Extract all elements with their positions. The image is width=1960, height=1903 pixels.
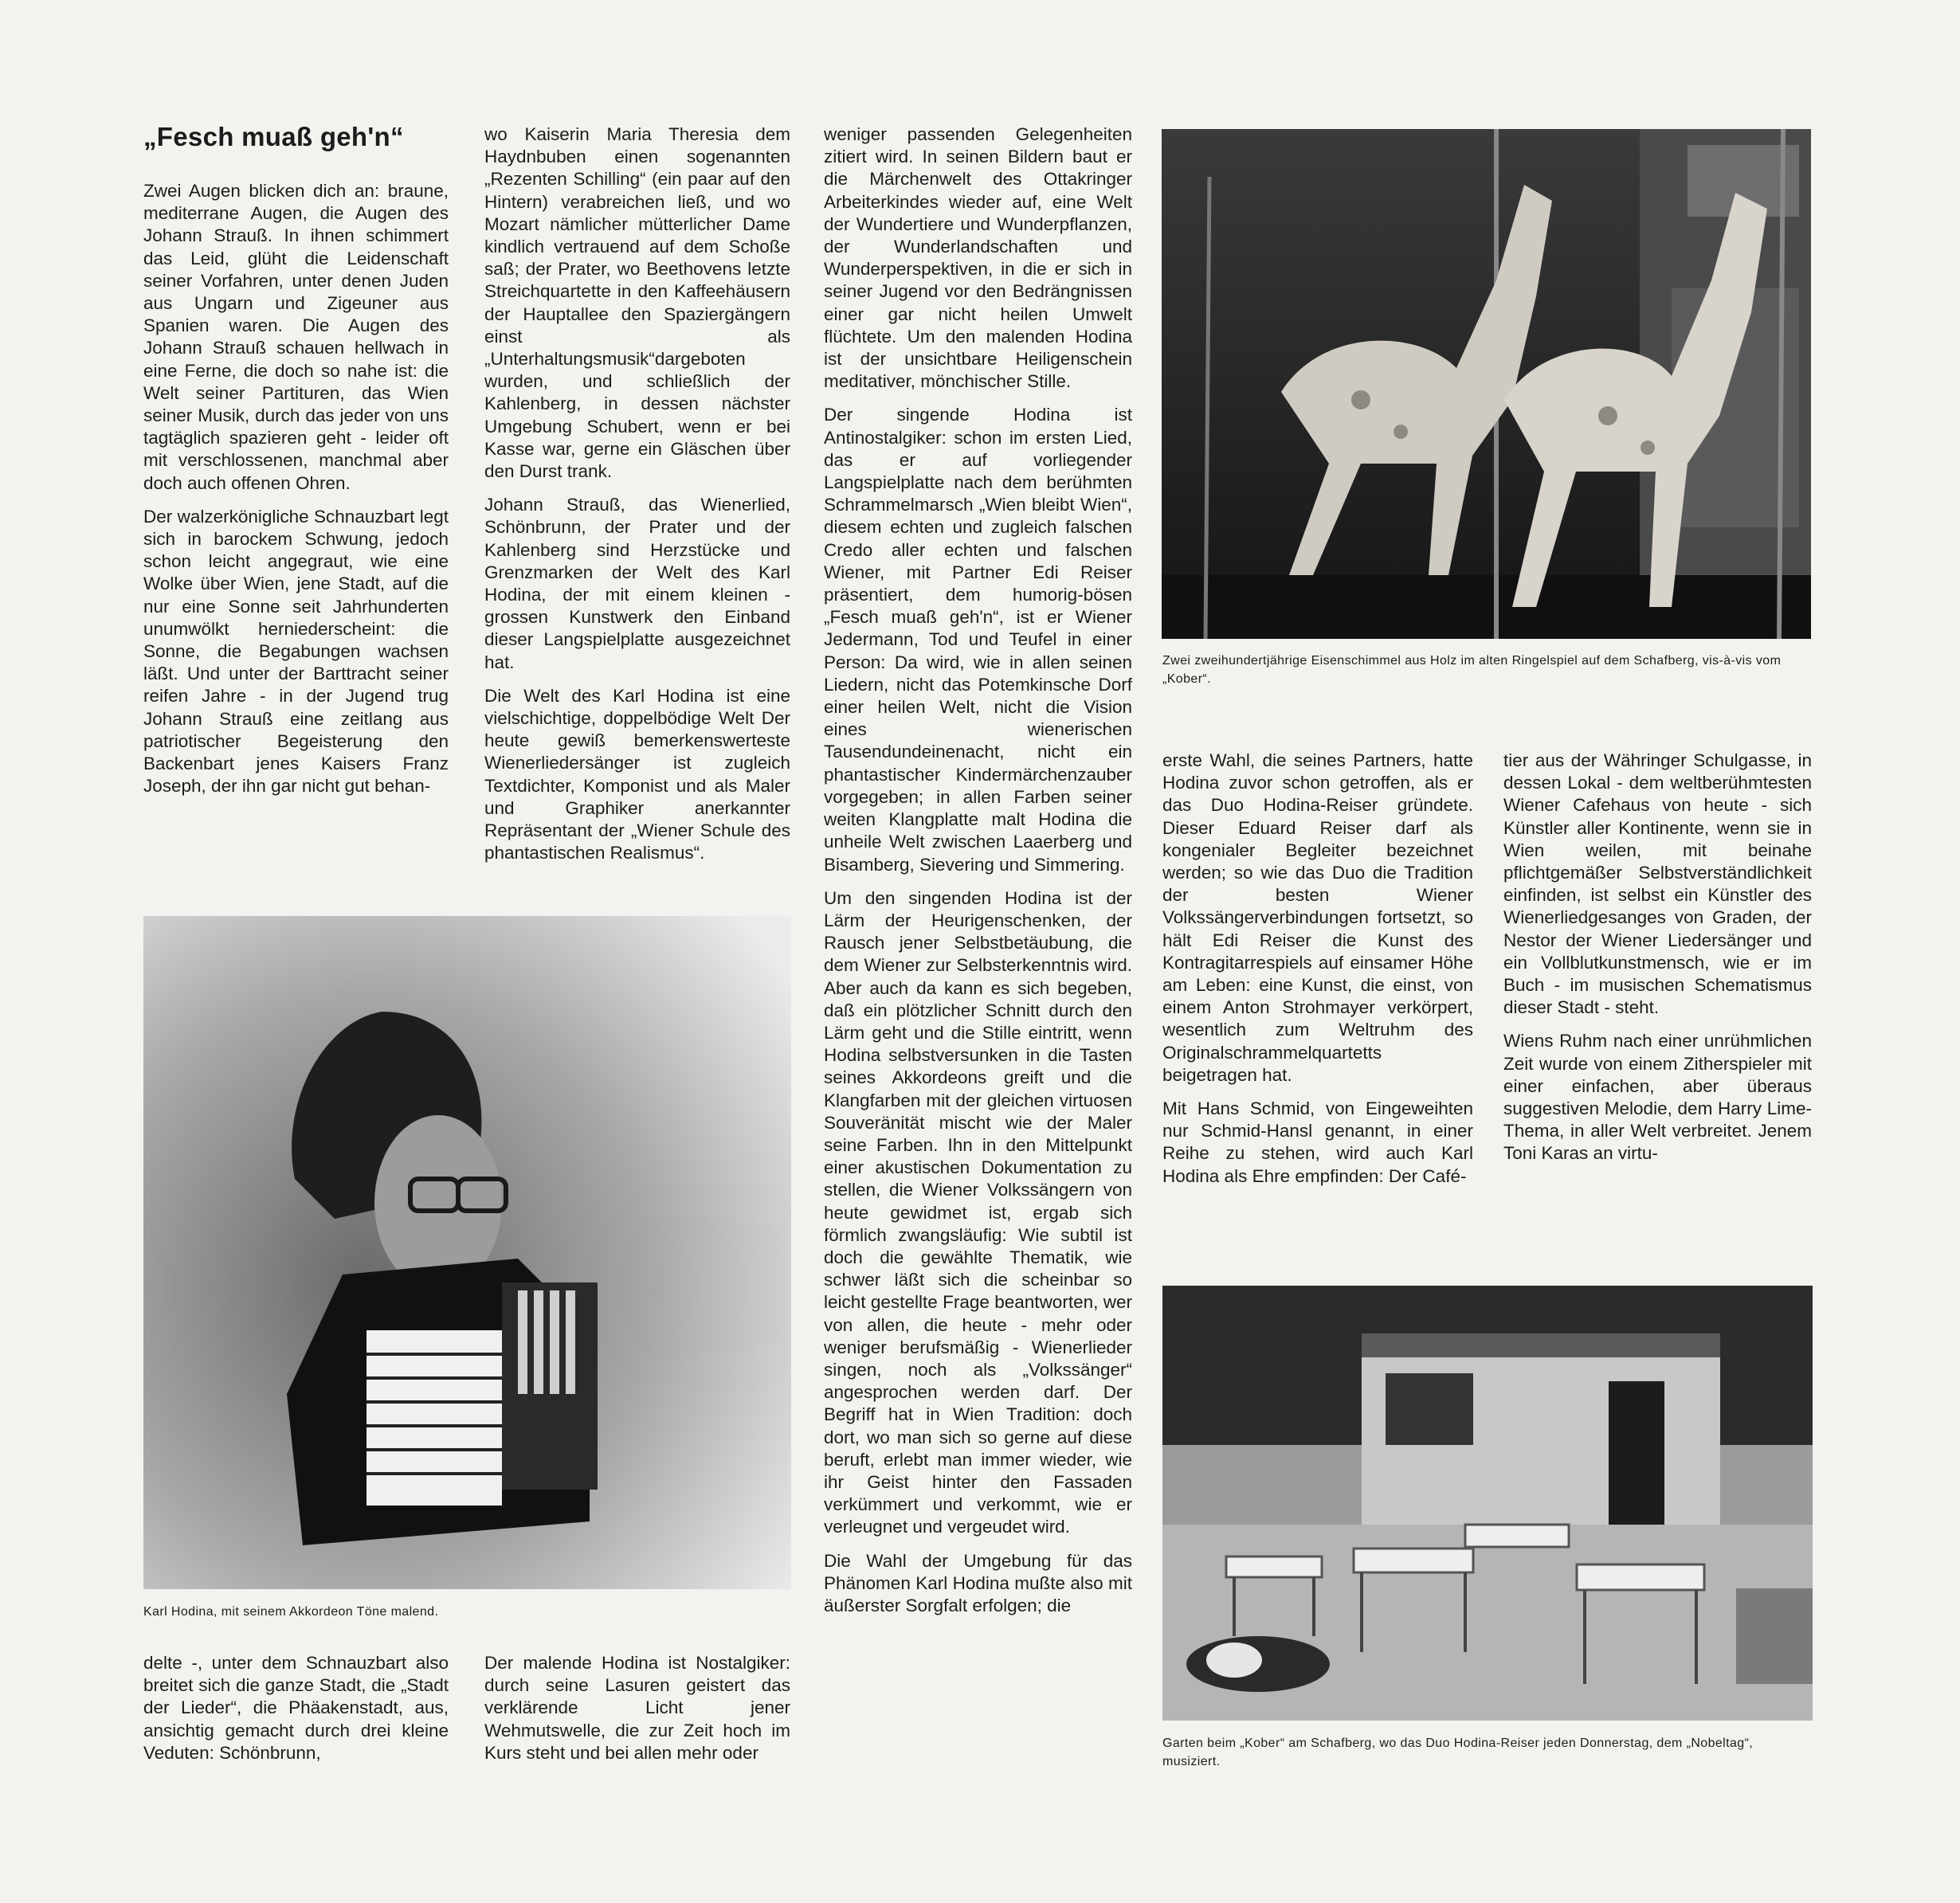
column-5 <box>1503 750 1812 1177</box>
paragraph: wo Kaiserin Maria Theresia dem Haydnbuben einen sogenannten „Rezenten Schilling“ (ein paar auf den Hintern) verabreichen ließ, und wo Mozart nämlicher mütterlicher Dame kindlich vertrauend auf dem Schoße saß; der Prater, wo Beethovens letzte Streichquartette in den Kaffeehäusern der Hauptallee den Spaziergängern einst als „Unterhaltungsmusik“dargeboten wurden, und schließlich der Kahlenberg, in dessen nächster Umgebung Schubert, wenn er bei Kasse war, gerne ein Gläschen über den Durst trank. <box>484 124 790 482</box>
garden-caption: Garten beim „Kober“ am Schafberg, wo das Duo Hodina-Reiser jeden Donnerstag, dem „Nobeltag“, musiziert. <box>1162 1737 1754 1768</box>
horses-caption: Zwei zweihundertjährige Eisenschimmel aus Holz im alten Ringelspiel auf dem Schafberg, vis-à-vis vom „Kober“. <box>1162 654 1782 686</box>
column-2-top <box>484 123 790 876</box>
paragraph: Zwei Augen blicken dich an: braune, mediterrane Augen, die Augen des Johann Strauß. In ihnen schimmert das Leid, glüht die Leidenschaft seiner Vorfahren, unter denen Juden aus Ungarn und Zigeuner aus Spanien waren. Die Augen des Johann Strauß schauen hellwach in eine Ferne, die doch so nahe ist: die Welt seiner Partituren, das Wien seiner Musik, durch das jeder von uns tagtäglich spazieren geht - leider oft mit verschlossenen, manchmal aber doch auch offenen Ohren. <box>143 181 449 493</box>
column-1-bottom <box>143 1652 449 1776</box>
column-1-top <box>143 180 449 809</box>
paragraph: delte -, unter dem Schnauzbart also breitet sich die ganze Stadt, die „Stadt der Lieder“, die Phäakenstadt, aus, ansichtig gemacht durch drei kleine Veduten: Schönbrunn, <box>143 1653 449 1763</box>
paragraph: Wiens Ruhm nach einer unrühmlichen Zeit wurde von einem Zitherspieler mit einer einfachen, aber überaus suggestiven Melodie, dem Harry Lime-Thema, in aller Welt verbreitet. Jenem Toni Karas an virtu- <box>1503 1031 1812 1164</box>
paragraph: tier aus der Währinger Schulgasse, in dessen Lokal - dem weltberühmtesten Wiener Cafehaus von heute - sich Künstler aller Kontinente, wenn sie in Wien weilen, mit beinahe pflichtgemäßer Selbstverständlichkeit einfinden, ist selbst ein Künstler des Wienerliedgesanges von Graden, der Nestor der Wiener Liedersänger und ein Vollblutkunstmensch, wie er im Buch - im musischen Schematismus dieser Stadt - steht. <box>1503 750 1812 1018</box>
paragraph: Um den singenden Hodina ist der Lärm der Heurigenschenken, der Rausch jener Selbstbetäubung, die dem Wiener zur Selbsterkenntnis wird. Aber auch da kann es sich begeben, daß ein plötzlicher Schnitt durch den Lärm geht und die Stille eintritt, wenn Hodina selbstversunken in die Tasten seines Akkordeons greift und die Klangfarben mit der gleichen virtuosen Souveränität mischt wie der Maler seine Farben. Ihn in den Mittelpunkt einer akustischen Dokumentation zu stellen, die Wiener Volkssängern von heute gewidmet ist, ergab sich förmlich zwangsläufig: Wie subtil ist doch die gewählte Thematik, wie schwer läßt sich die scheinbar so leicht gestellte Frage beantworten, wer von allen, die heute - mehr oder weniger berufsmäßig - Wienerlieder singen, noch als „Volkssänger“ angesprochen werden darf. Der Begriff hat in Wien Tradition: doch dort, wo man sich so gerne auf diese beruft, erlebt man immer wieder, wie ihr Geist hinter den Fassaden verkümmert und verkommt, wie er verleugnet und vergeudet wird. <box>824 887 1132 1537</box>
paragraph: Der singende Hodina ist Antinostalgiker: schon im ersten Lied, das er auf vorliegender Langspielplatte nach dem berühmten Schrammelmarsch „Wien bleibt Wien“, diesem echten und zugleich falschen Credo aller echten und falschen Wiener, mit Partner Edi Reiser präsentiert, dem humorig-bösen „Fesch muaß geh'n“, ist er Wiener Jedermann, Tod und Teufel in einer Person: Da wird, wie in allen seinen Liedern, nicht das Potemkinsche Dorf einer heilen Welt, nicht die Vision eines wienerischen Tausendundeinenacht, nicht ein phantastischer Kindermärchenzauber vorgegeben; in allen Farben seiner weiten Klangplatte malt Hodina die unheile Welt zwischen Laaerberg und Bisamberg, Sievering und Simmering. <box>824 405 1132 875</box>
column-3 <box>824 123 1132 1628</box>
column-4 <box>1162 750 1473 1199</box>
column-2-bottom <box>484 1652 790 1776</box>
carousel-horses-photo <box>1162 129 1811 639</box>
paragraph: Der walzerkönigliche Schnauzbart legt sich in barockem Schwung, jedoch schon leicht angegraut, wie eine Wolke über Wien, jene Stadt, auf die nur eine Sonne seit Jahrhunderten unumwölkt herniederscheint: die Sonne, die Begabungen wachsen läßt. Und unter der Barttracht seiner reifen Jahre - in der Jugend trug Johann Strauß eine zeitlang aus patriotischer Begeisterung den Backenbart jenes Kaisers Franz Joseph, der ihn gar nicht gut behan- <box>143 506 449 797</box>
paragraph: Mit Hans Schmid, von Eingeweihten nur Schmid-Hansl genannt, in einer Reihe zu stehen, wird auch Karl Hodina als Ehre empfinden: Der Café- <box>1162 1098 1473 1186</box>
kober-garden-photo <box>1162 1286 1813 1721</box>
karl-hodina-accordion-photo <box>143 916 791 1589</box>
paragraph: Die Welt des Karl Hodina ist eine vielschichtige, doppelbödige Welt Der heute gewiß bemerkenswerteste Wienerliedersänger ist zugleich Textdichter, Komponist und als Maler und Graphiker anerkannter Repräsentant der „Wiener Schule des phantastischen Realismus“. <box>484 685 790 863</box>
paragraph: Johann Strauß, das Wienerlied, Schönbrunn, der Prater und der Kahlenberg sind Herzstücke und Grenzmarken der Welt des Karl Hodina, der mit einem kleinen - grossen Kunstwerk den Einband dieser Langspielplatte ausgezeichnet hat. <box>484 495 790 672</box>
paragraph: weniger passenden Gelegenheiten zitiert wird. In seinen Bildern baut er die Märchenwelt des Ottakringer Arbeiterkindes wieder auf, eine Welt der Wundertiere und Wunderpflanzen, der Wunderlandschaften und Wunderperspektiven, in die er sich in seiner Jugend vor den Bedrängnissen einer gar nicht heilen Umwelt flüchtete. Um den malenden Hodina ist der unsichtbare Heiligenschein meditativer, mönchischer Stille. <box>824 124 1132 392</box>
article-title: „Fesch muaß geh'n“ <box>143 122 404 151</box>
paragraph: Die Wahl der Umgebung für das Phänomen Karl Hodina mußte also mit äußerster Sorgfalt erfolgen; die <box>824 1550 1132 1615</box>
accordion-caption: Karl Hodina, mit seinem Akkordeon Töne malend. <box>143 1605 439 1619</box>
paragraph: Der malende Hodina ist Nostalgiker: durch seine Lasuren geistert das verklärende Licht jener Wehmutswelle, die zur Zeit hoch im Kurs steht und bei allen mehr oder <box>484 1653 790 1763</box>
paragraph: erste Wahl, die seines Partners, hatte Hodina zuvor schon getroffen, als er das Duo Hodina-Reiser gründete. Dieser Eduard Reiser darf als kongenialer Begleiter bezeichnet werden; so wie das Duo die Tradition der besten Wiener Volkssängerverbindungen fortsetzt, so hält Edi Reiser die Kunst des Kontragitarrespiels auf einsamer Höhe am Leben: eine Kunst, die einst, von einem Anton Strohmayer verkörpert, wesentlich zum Weltruhm des Originalschrammelquartetts beigetragen hat. <box>1162 750 1473 1085</box>
